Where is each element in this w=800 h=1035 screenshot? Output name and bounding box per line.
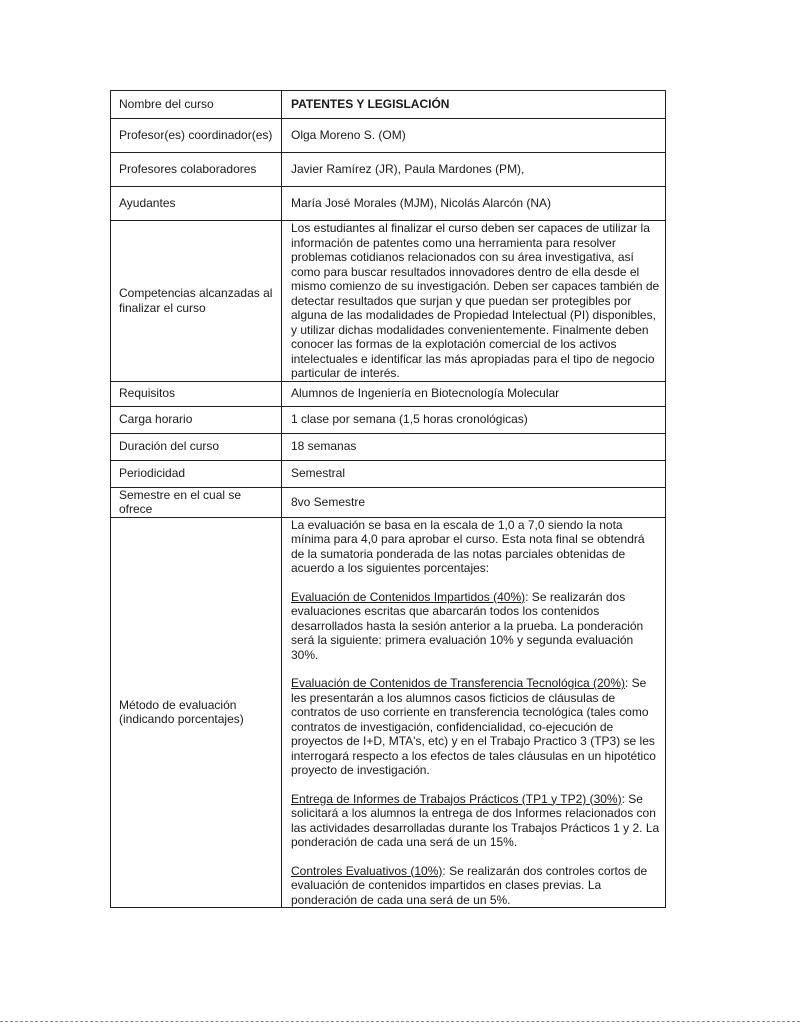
label-colaboradores: Profesores colaboradores (111, 153, 282, 187)
label-semestre: Semestre en el cual se ofrece (111, 487, 282, 517)
metodo-item (291, 590, 661, 663)
value-profesor: Olga Moreno S. (OM) (282, 119, 666, 153)
label-periodicidad: Periodicidad (111, 460, 282, 487)
value-periodicidad: Semestral (282, 460, 666, 487)
value-duracion: 18 semanas (282, 433, 666, 460)
label-requisitos: Requisitos (111, 381, 282, 406)
row-requisitos (111, 381, 666, 406)
row-ayudantes (111, 187, 666, 221)
page-bottom-rule (0, 1021, 800, 1022)
metodo-item (291, 676, 661, 778)
value-competencias: Los estudiantes al finalizar el curso deben ser capaces de utilizar la información de patentes como una herramienta para resolver problemas cotidianos relacionados con su área investigativa, así como para buscar resultados innovadores dentro de ella desde el mismo comienzo de su investigación. Deben ser capaces también de detectar resultados que surjan y que puedan ser protegibles por alguna de las modalidades de Propiedad Intelectual (PI) disponibles, y utilizar dichas modalidades convenientemente. Finalmente deben conocer las formas de la explotación comercial de los activos intelectuales e identificar las más apropiadas para el tipo de negocio particular de interés. (282, 221, 666, 382)
row-duracion (111, 433, 666, 460)
metodo-item-heading: Controles Evaluativos (10%) (291, 863, 443, 878)
row-colaboradores (111, 153, 666, 187)
metodo-item-text: : Se realizarán dos controles cortos de evaluación de contenidos impartidos en clases previas. La ponderación de cada una será de un 5%. (291, 863, 648, 907)
value-semestre: 8vo Semestre (282, 487, 666, 517)
row-profesor (111, 119, 666, 153)
value-metodo (282, 517, 666, 908)
row-metodo (111, 517, 666, 908)
course-name: PATENTES Y LEGISLACIÓN (282, 91, 666, 119)
metodo-item-text: : Se les presentarán a los alumnos casos ficticios de cláusulas de contratos de uso corriente en transferencia tecnológica (tales como contratos de investigación, confidencialidad, co-ejecución de proyectos de I+D, MTA's, etc) y en el Trabajo Practico 3 (TP3) se les interrogará respecto a los efectos de tales cláusulas en un hipotético proyecto de investigación. (291, 676, 656, 777)
label-nombre: Nombre del curso (111, 91, 282, 119)
row-nombre (111, 91, 666, 119)
row-semestre (111, 487, 666, 517)
label-carga: Carga horario (111, 406, 282, 433)
label-metodo: Método de evaluación (indicando porcentajes) (111, 517, 282, 908)
value-carga: 1 clase por semana (1,5 horas cronológicas) (282, 406, 666, 433)
metodo-item-heading: Evaluación de Contenidos de Transferencia Tecnológica (20%) (291, 676, 625, 690)
metodo-item-heading: Evaluación de Contenidos Impartidos (40%) (291, 589, 526, 604)
row-carga (111, 406, 666, 433)
metodo-item (291, 864, 661, 908)
metodo-item-text: : Se realizarán dos evaluaciones escritas que abarcarán todos los contenidos desarrollados hasta la sesión anterior a la prueba. La ponderación será la siguiente: primera evaluación 10% y segunda evaluación 30%. (291, 589, 644, 662)
label-competencias: Competencias alcanzadas al finalizar el curso (111, 221, 282, 382)
value-requisitos: Alumnos de Ingeniería en Biotecnología Molecular (282, 381, 666, 406)
row-competencias (111, 221, 666, 382)
metodo-item-text: : Se solicitará a los alumnos la entrega de dos Informes relacionados con las actividades desarrolladas durante los Trabajos Prácticos 1 y 2. La ponderación de cada una será de un 15%. (291, 791, 660, 849)
metodo-intro: La evaluación se basa en la escala de 1,0 a 7,0 siendo la nota mínima para 4,0 para aprobar el curso. Esta nota final se obtendrá de la sumatoria ponderada de las notas parciales obtenidas de acuerdo a los siguientes porcentajes: (291, 517, 645, 575)
course-info-table (110, 90, 666, 908)
metodo-item-heading: Entrega de Informes de Trabajos Prácticos (TP1 y TP2) (30%) (291, 791, 622, 806)
value-ayudantes: María José Morales (MJM), Nicolás Alarcón (NA) (282, 187, 666, 221)
value-colaboradores: Javier Ramírez (JR), Paula Mardones (PM), (282, 153, 666, 187)
label-profesor: Profesor(es) coordinador(es) (111, 119, 282, 153)
row-periodicidad (111, 460, 666, 487)
label-ayudantes: Ayudantes (111, 187, 282, 221)
metodo-item (291, 792, 661, 850)
label-duracion: Duración del curso (111, 433, 282, 460)
